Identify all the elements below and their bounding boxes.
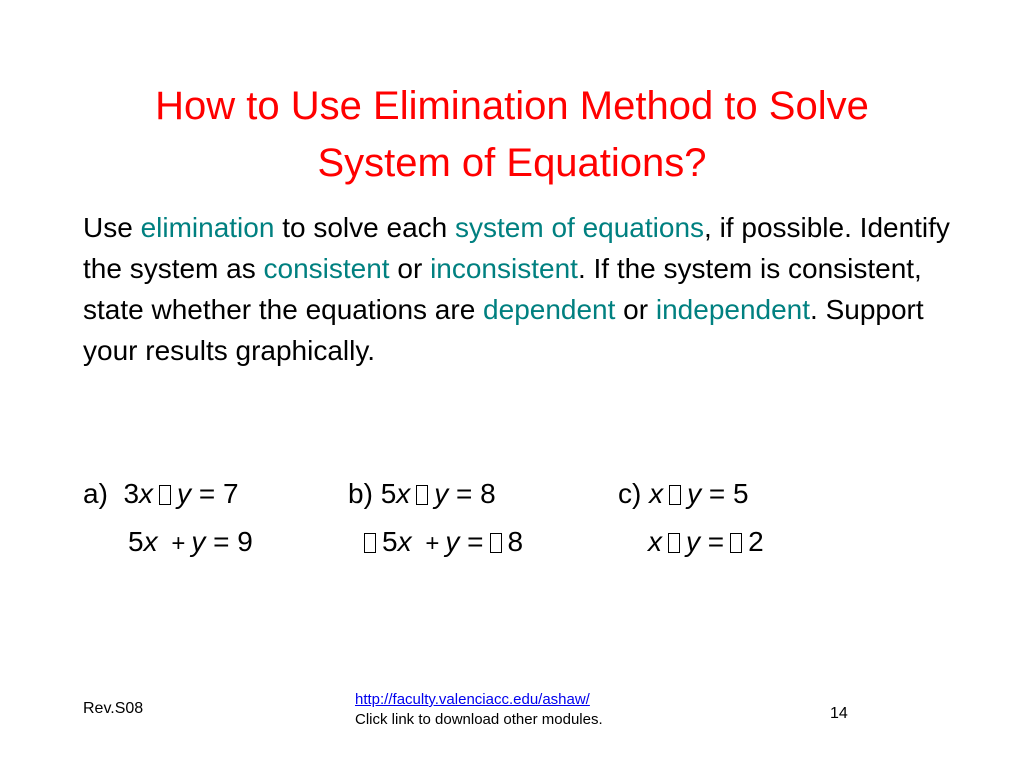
- problem-c-equation-1: [618, 470, 749, 518]
- title-line-2: System of Equations?: [317, 141, 707, 185]
- coefficient: 5: [128, 526, 144, 557]
- variable-x: x: [397, 526, 412, 557]
- variable-y: y: [687, 478, 702, 509]
- term-independent: independent: [655, 294, 811, 325]
- missing-sign-glyph: [490, 533, 502, 553]
- modules-link[interactable]: http://faculty.valenciacc.edu/ashaw/: [355, 691, 590, 708]
- term-system-of-equations: system of equations: [455, 212, 705, 243]
- coefficient: 3: [123, 478, 140, 509]
- problem-c-equation-2: [648, 518, 764, 566]
- equals-sign: =: [707, 526, 725, 557]
- plus-operator: +: [171, 530, 186, 557]
- variable-y: y: [434, 478, 449, 509]
- missing-sign-glyph: [364, 533, 376, 553]
- variable-y: y: [445, 526, 460, 557]
- problem-a-equation-2: [128, 518, 253, 568]
- body-text: , if possible. Identify the system as: [83, 212, 950, 284]
- missing-operator-glyph: [416, 485, 428, 505]
- right-hand-side: = 7: [198, 478, 239, 509]
- problem-b-label: b): [348, 478, 373, 509]
- plus-operator: +: [425, 530, 440, 557]
- coefficient: 5: [380, 478, 397, 509]
- term-inconsistent: inconsistent: [430, 253, 578, 284]
- right-hand-side: 2: [748, 526, 764, 557]
- problem-c-label: c): [618, 478, 642, 509]
- variable-y: y: [686, 526, 700, 557]
- variable-x: x: [139, 478, 154, 509]
- instructions-paragraph: [83, 207, 963, 371]
- problem-a-label: a): [83, 478, 108, 509]
- right-hand-side: = 9: [213, 526, 253, 557]
- problem-a-equation-1: [83, 470, 239, 518]
- body-text: or: [615, 294, 656, 325]
- missing-operator-glyph: [668, 533, 680, 553]
- title-line-1: How to Use Elimination Method to Solve: [155, 84, 869, 128]
- right-hand-side: 8: [507, 526, 524, 557]
- variable-x: x: [143, 526, 158, 557]
- right-hand-side: = 5: [708, 478, 749, 509]
- revision-label: Rev.S08: [83, 700, 144, 717]
- variable-x: x: [396, 478, 411, 509]
- body-text: . If the system is consistent, state whether the equations are: [83, 253, 922, 325]
- body-text: . Support your results graphically.: [83, 294, 924, 366]
- missing-operator-glyph: [159, 485, 171, 505]
- body-text: Use: [83, 212, 141, 243]
- problem-b-equation-2: [358, 518, 523, 568]
- body-text: to solve each: [274, 212, 455, 243]
- term-elimination: elimination: [140, 212, 275, 243]
- variable-y: y: [191, 526, 206, 557]
- term-dependent: dependent: [483, 294, 616, 325]
- coefficient: 5: [382, 526, 398, 557]
- problem-b-equation-1: [348, 470, 496, 518]
- body-text: or: [389, 253, 431, 284]
- missing-sign-glyph: [730, 533, 742, 553]
- footer-link-block: [355, 690, 603, 730]
- term-consistent: consistent: [263, 253, 390, 284]
- missing-operator-glyph: [669, 485, 681, 505]
- variable-x: x: [649, 478, 664, 509]
- link-note: Click link to download other modules.: [355, 711, 603, 728]
- variable-y: y: [177, 478, 192, 509]
- variable-x: x: [648, 526, 662, 557]
- right-hand-side: = 8: [456, 478, 496, 509]
- slide-title: [60, 78, 964, 192]
- page-number: 14: [830, 705, 848, 722]
- equals-sign: =: [467, 526, 484, 557]
